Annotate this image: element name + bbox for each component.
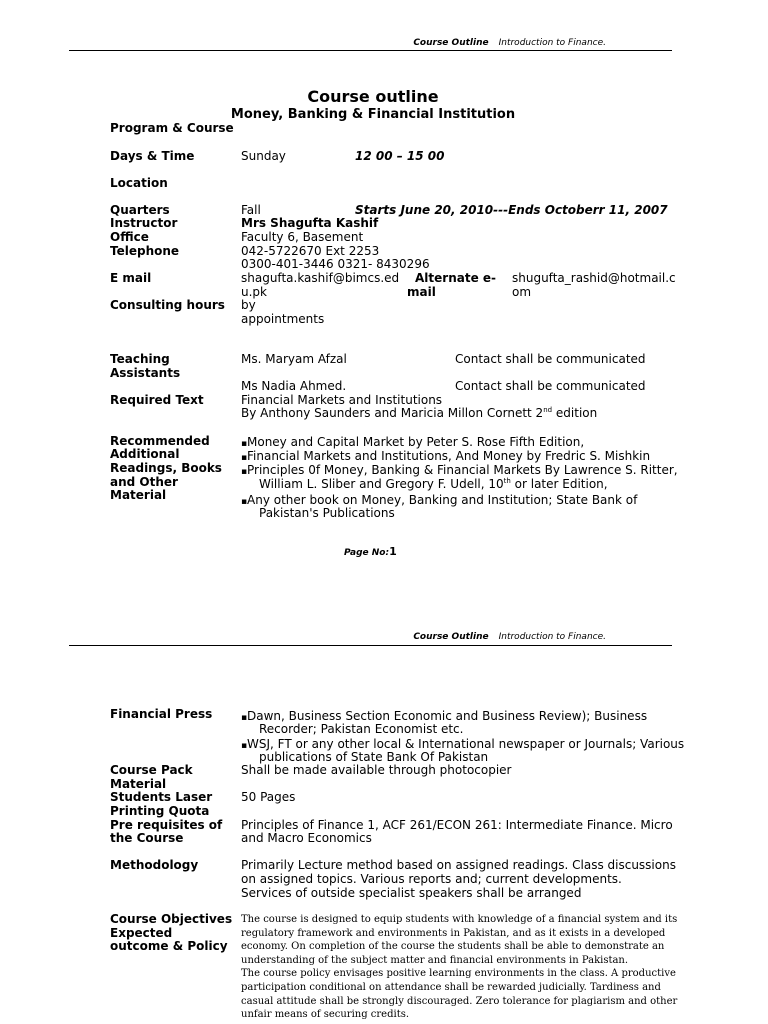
- header-course-name: Introduction to Finance.: [498, 38, 606, 48]
- page-number-label: Page No:: [344, 548, 390, 558]
- recommended-item-3-cont: [259, 478, 608, 492]
- required-superscript: nd: [543, 406, 553, 414]
- office-value: Faculty 6, Basement: [241, 230, 364, 244]
- location-label: Location: [110, 176, 168, 190]
- email-line-1: shagufta.kashif@bimcs.ed: [241, 271, 400, 285]
- email-line-2: u.pk: [241, 285, 267, 299]
- header-course-outline-2: Course Outline: [413, 632, 489, 642]
- recommended-item-3: ▪ Principles 0f Money, Banking & Financial Markets By Lawrence S. Ritter,: [241, 464, 678, 480]
- pack-label-2: Material: [110, 777, 167, 791]
- required-label: Required Text: [110, 393, 204, 407]
- header-rule-2: [69, 645, 672, 646]
- page-header-2: [0, 631, 606, 645]
- recommended-label-4: and Other: [110, 475, 178, 489]
- press-label: Financial Press: [110, 707, 213, 721]
- page-title: Course outline: [307, 87, 439, 106]
- alt-email-line-1: shugufta_rashid@hotmail.c: [512, 271, 676, 285]
- recommended-label-2: Additional: [110, 447, 180, 461]
- objectives-label-3: outcome & Policy: [110, 939, 228, 953]
- method-label: Methodology: [110, 858, 199, 872]
- telephone-line-1: 042-5722670 Ext 2253: [241, 244, 380, 258]
- objectives-text: [241, 913, 681, 1022]
- header-course-name-2: Introduction to Finance.: [498, 632, 606, 642]
- rec3b-superscript: th: [503, 477, 511, 485]
- recommended-label-3: Readings, Books: [110, 461, 222, 475]
- page-subtitle: Money, Banking & Financial Institution: [230, 107, 516, 122]
- telephone-line-2: 0300-401-3446 0321- 8430296: [241, 257, 430, 271]
- header-rule: [69, 50, 672, 51]
- email-label: E mail: [110, 271, 152, 285]
- alt-email-line-2: om: [512, 285, 532, 299]
- days-label: Days & Time: [110, 149, 195, 163]
- method-line-2: on assigned topics. Various reports and; current developments.: [241, 872, 622, 886]
- press-item-1: ▪ Dawn, Business Section Economic and Business Review); Business: [241, 710, 647, 726]
- alt-email-label-2: mail: [407, 285, 436, 299]
- rec3b-tail: or later Edition,: [510, 477, 608, 491]
- page-number: [344, 545, 397, 561]
- consulting-line-2: appointments: [241, 312, 325, 326]
- required-line-2-text: By Anthony Saunders and Maricia Millon Cornett 2: [241, 406, 544, 420]
- laser-value: 50 Pages: [241, 790, 296, 804]
- objectives-paragraph-2: The course policy envisages positive learning environments in the class. A productive participation conditional on attendance shall be rewarded judicially. Tardiness and casual attitude shall be strongly discouraged. Zero tolerance for plagiarism and other unfair means of securing credits.: [241, 968, 678, 1021]
- required-line-2-tail: edition: [552, 406, 598, 420]
- quarters-label: Quarters: [110, 203, 170, 217]
- time-value: 12 00 – 15 00: [355, 149, 445, 163]
- recommended-item-4-cont: Pakistan's Publications: [259, 506, 395, 520]
- recommended-label-1: Recommended: [110, 434, 210, 448]
- press-item-2: ▪ WSJ, FT or any other local & International newspaper or Journals; Various: [241, 738, 684, 754]
- instructor-value: Mrs Shagufta Kashif: [241, 216, 379, 230]
- prereq-line-1: Principles of Finance 1, ACF 261/ECON 261: Intermediate Finance. Micro: [241, 818, 673, 832]
- instructor-label: Instructor: [110, 216, 178, 230]
- method-line-3: Services of outside specialist speakers shall be arranged: [241, 886, 582, 900]
- objectives-label-2: Expected: [110, 926, 173, 940]
- office-label: Office: [110, 230, 149, 244]
- days-value: Sunday: [241, 149, 286, 163]
- required-line-2: [241, 407, 597, 421]
- recommended-item-2: ▪ Financial Markets and Institutions, And Money by Fredric S. Mishkin: [241, 450, 650, 466]
- objectives-label-1: Course Objectives: [110, 912, 233, 926]
- objectives-paragraph-1: The course is designed to equip students with knowledge of a financial system and its regulatory framework and environments in Pakistan, and as it exists in a developed economy. On completion of the course the students shall be able to demonstrate an understanding of the subject matter and financial environments in Pakistan.: [241, 914, 678, 966]
- ta1-name: Ms. Maryam Afzal: [241, 352, 347, 366]
- ta-label-2: Assistants: [110, 366, 181, 380]
- program-label: Program & Course: [110, 121, 234, 135]
- ta2-name: Ms Nadia Ahmed.: [241, 379, 347, 393]
- press-item-2-cont: publications of State Bank Of Pakistan: [259, 750, 489, 764]
- page-number-value: 1: [389, 545, 397, 558]
- method-line-1: Primarily Lecture method based on assigned readings. Class discussions: [241, 858, 676, 872]
- prereq-label-2: the Course: [110, 831, 184, 845]
- pack-label-1: Course Pack: [110, 763, 193, 777]
- laser-label-2: Printing Quota: [110, 804, 210, 818]
- recommended-item-1: ▪ Money and Capital Market by Peter S. Rose Fifth Edition,: [241, 436, 584, 452]
- consulting-line-1: by: [241, 298, 256, 312]
- pack-value: Shall be made available through photocopier: [241, 763, 512, 777]
- press-item-1-cont: Recorder; Pakistan Economist etc.: [259, 722, 464, 736]
- prereq-label-1: Pre requisites of: [110, 818, 223, 832]
- page-header: [0, 37, 606, 51]
- quarters-dates: Starts June 20, 2010---Ends Octoberr 11, 2007: [355, 203, 668, 217]
- quarters-value: Fall: [241, 203, 261, 217]
- ta2-contact: Contact shall be communicated: [455, 379, 646, 393]
- ta-label-1: Teaching: [110, 352, 170, 366]
- header-course-outline: Course Outline: [413, 38, 489, 48]
- recommended-item-4: ▪ Any other book on Money, Banking and Institution; State Bank of: [241, 494, 637, 510]
- laser-label-1: Students Laser: [110, 790, 213, 804]
- ta1-contact: Contact shall be communicated: [455, 352, 646, 366]
- telephone-label: Telephone: [110, 244, 180, 258]
- required-line-1: Financial Markets and Institutions: [241, 393, 443, 407]
- alt-email-label-1: Alternate e-: [415, 271, 497, 285]
- recommended-label-5: Material: [110, 488, 167, 502]
- rec3b-text: William L. Sliber and Gregory F. Udell, 10: [259, 477, 504, 491]
- consulting-label: Consulting hours: [110, 298, 225, 312]
- prereq-line-2: and Macro Economics: [241, 831, 372, 845]
